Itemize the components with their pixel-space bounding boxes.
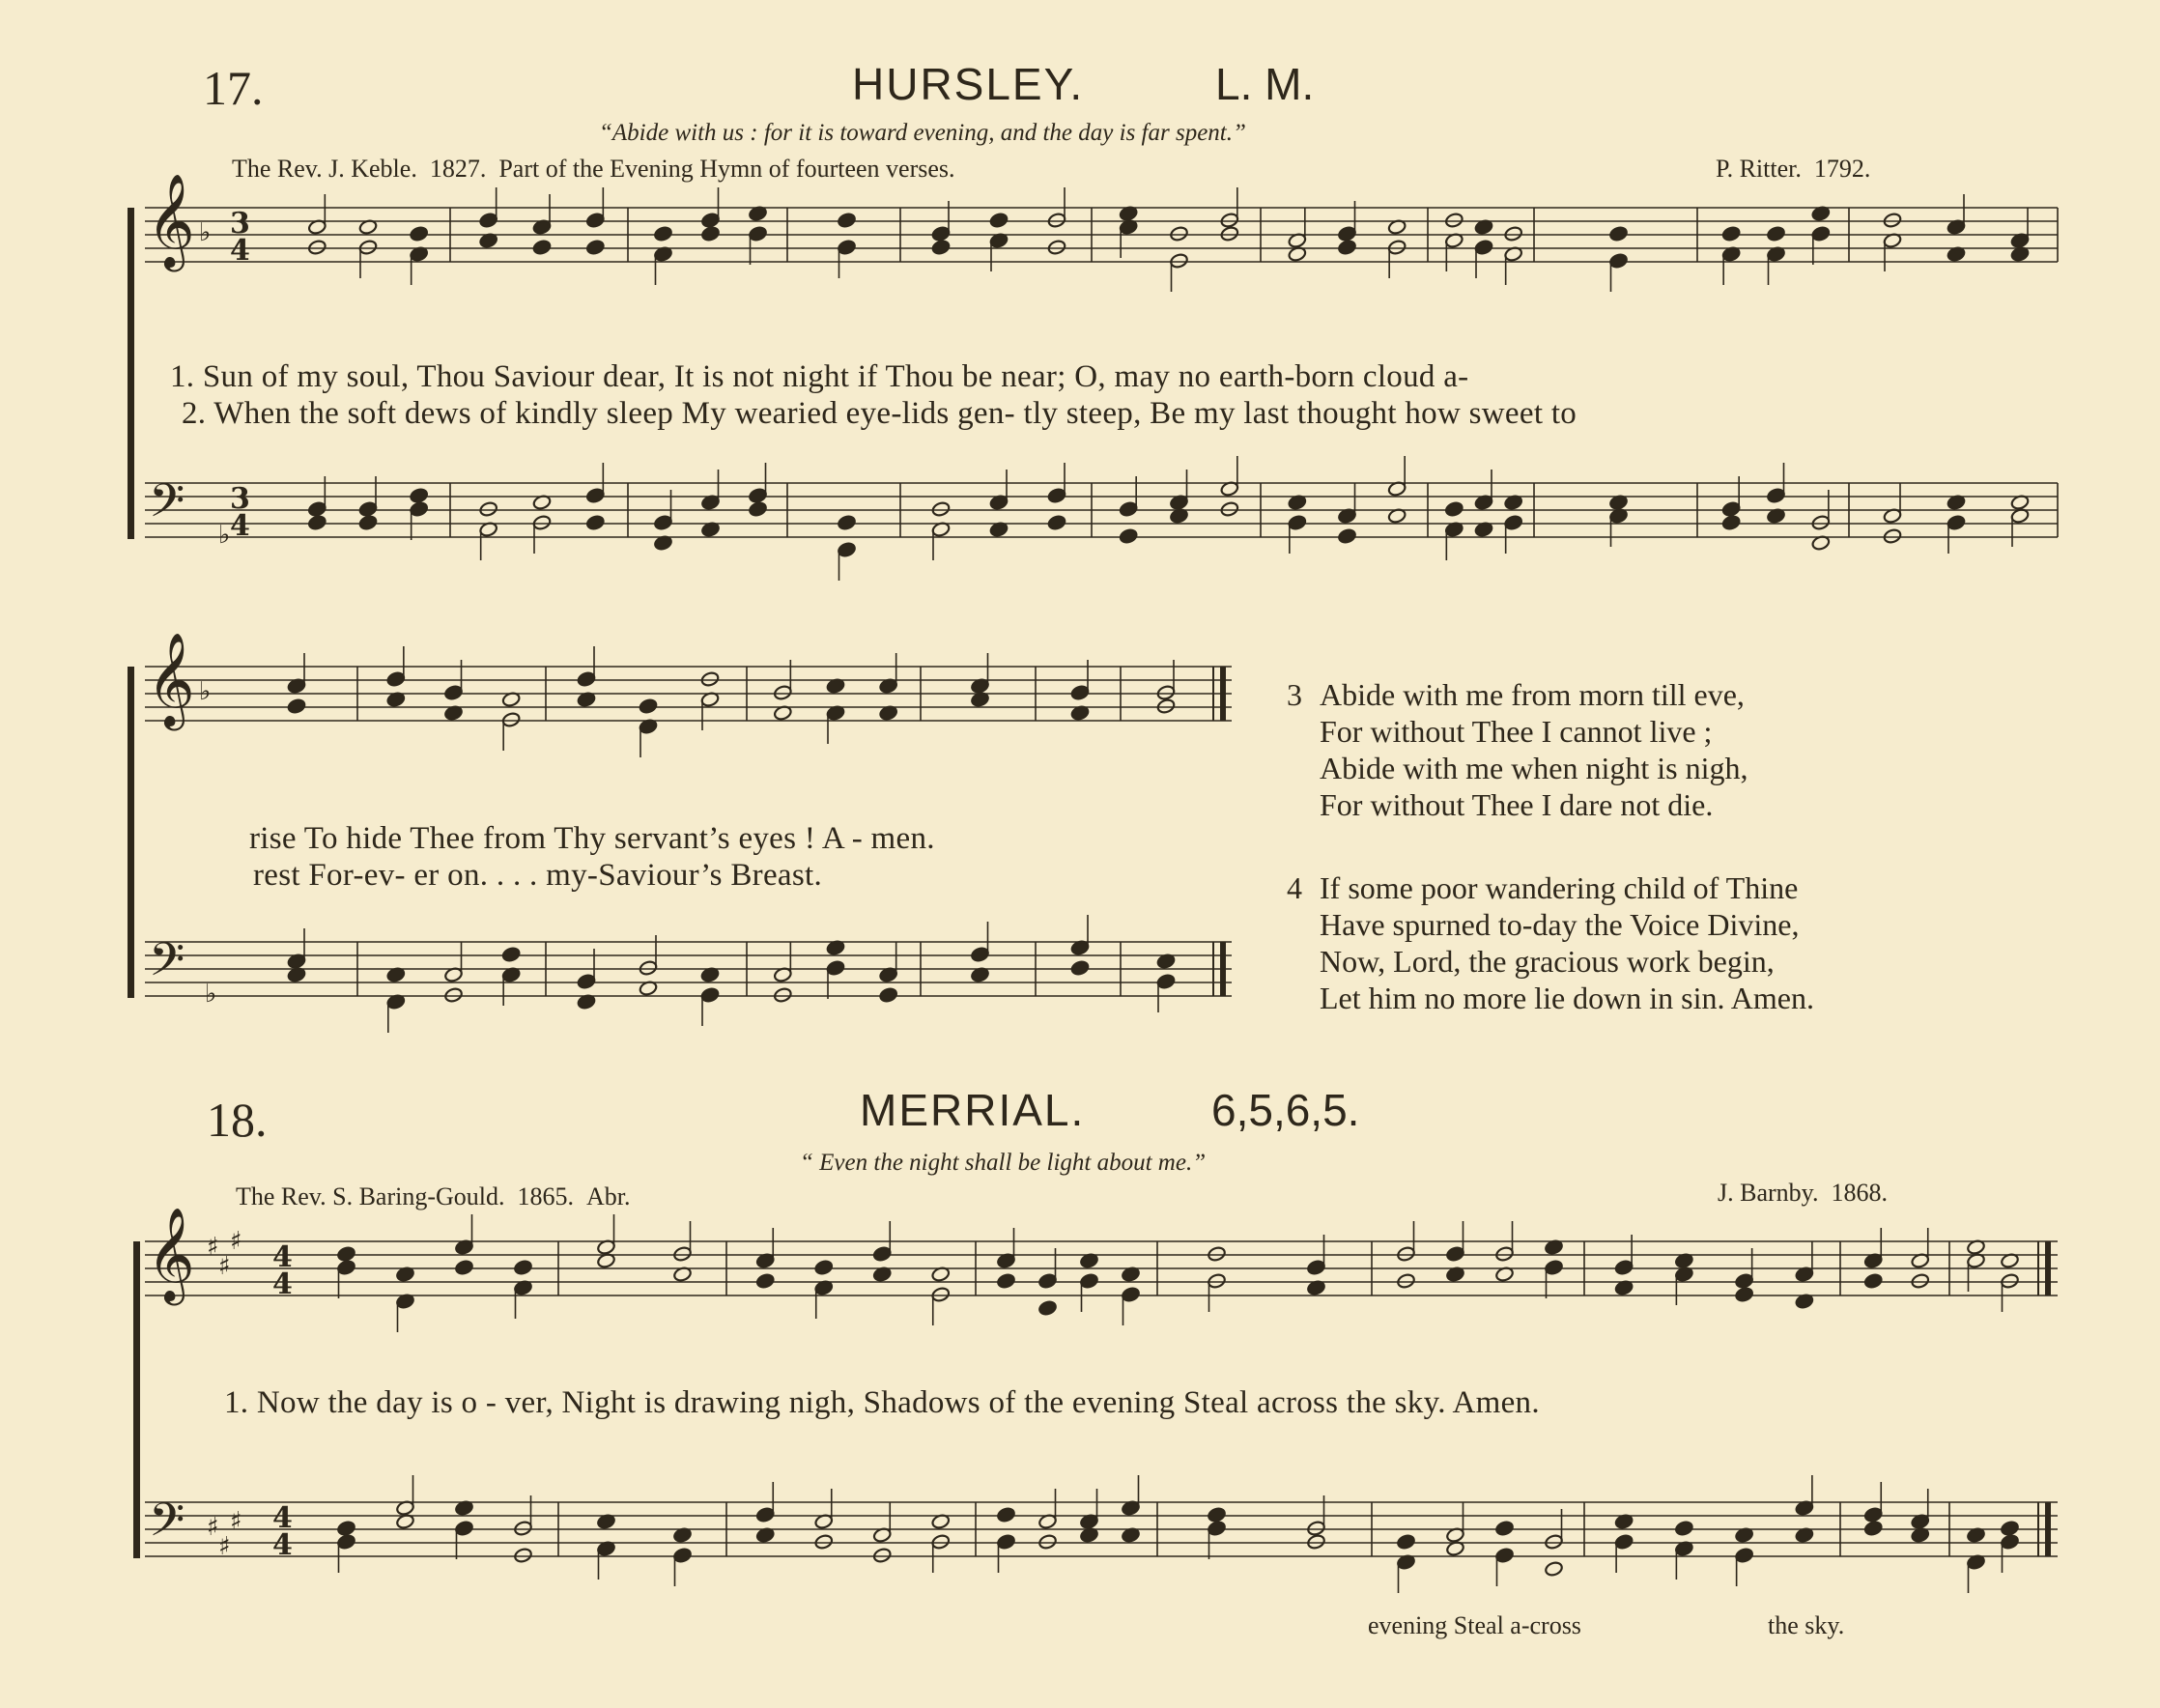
hymn18-treble-notehead xyxy=(1494,1245,1514,1262)
verse-line: Have spurned to-day the Voice Divine, xyxy=(1320,907,1800,942)
hymn17-s1-bass-notehead xyxy=(1721,500,1741,517)
hymn18-treble-notehead xyxy=(1614,1259,1634,1275)
composer-name: P. Ritter. xyxy=(1716,155,1802,183)
hymn17-s1-treble-notehead xyxy=(1474,239,1493,255)
hymn17-s1-treble-notehead xyxy=(1169,225,1188,242)
hymn18-bass-notehead xyxy=(1494,1520,1514,1536)
hymn17-s1-treble-notehead xyxy=(410,225,429,242)
hymn18-bass-notehead xyxy=(1306,1520,1325,1536)
hymn17-s1-treble-notehead xyxy=(989,212,1009,228)
hymn18-treble-key-accidental: ♯ xyxy=(218,1252,231,1281)
hymn18-bass-notehead xyxy=(755,1506,775,1523)
hymn17-s1-treble-notehead xyxy=(1169,252,1188,269)
hymn18-bass-notehead xyxy=(996,1506,1015,1523)
hymn17-s1-bass-notehead xyxy=(1119,527,1138,544)
hymn17-s1-bass-notehead xyxy=(410,500,429,517)
hymn17-s1-bass-notehead xyxy=(585,487,605,503)
hymn17-s1-bass-notehead xyxy=(1947,514,1966,530)
hymn17-s2-treble-notehead xyxy=(386,670,406,687)
hymn18-bass-notehead xyxy=(872,1547,892,1563)
hymn17-system2-brace xyxy=(128,667,134,998)
hymn17-s1-treble-notehead xyxy=(837,239,856,255)
hymn17-s1-bass-notehead xyxy=(1811,514,1831,530)
hymn18-treble-notehead xyxy=(1037,1272,1057,1289)
hymn18-bass-notehead xyxy=(1863,1506,1883,1523)
hymn17-s2-treble-clef-icon: 𝄞 xyxy=(147,632,195,726)
hymn18-system-brace xyxy=(133,1241,140,1558)
verse-line: For without Thee I dare not die. xyxy=(1320,787,1714,822)
hymn18-bass-notehead xyxy=(1306,1533,1325,1550)
hymn17-s1-bass-notehead xyxy=(479,500,498,517)
hymn18-treble-notehead xyxy=(931,1286,951,1302)
hymn17-s2-bass-notehead xyxy=(577,973,596,989)
hymn18-treble-notehead xyxy=(1079,1272,1098,1289)
hymn18-treble-notehead xyxy=(1911,1272,1930,1289)
hymn17-s2-treble-final-thick xyxy=(1220,667,1226,721)
hymn18-bass-notehead xyxy=(672,1547,692,1563)
hymn17-s1-treble-notehead xyxy=(1337,239,1356,255)
hymn17-s2-treble-notehead xyxy=(443,684,463,700)
hymn17-s1-treble-notehead xyxy=(1387,239,1407,255)
hymn18-treble-notehead xyxy=(1445,1245,1464,1262)
hymn18-treble-notehead xyxy=(1207,1272,1226,1289)
verse-line: For without Thee I cannot live ; xyxy=(1320,714,1713,749)
hymn18-bass-notehead xyxy=(1544,1560,1563,1577)
hymn17-s2-bass-notehead xyxy=(443,986,463,1003)
hymn18-treble-time-denominator: 4 xyxy=(272,1267,293,1301)
hymn18-bass-final-thick xyxy=(2045,1502,2051,1556)
verse-line: If some poor wandering child of Thine xyxy=(1320,870,1799,905)
hymn18-bass-notehead xyxy=(1674,1520,1693,1536)
hymn17-s1-treble-notehead xyxy=(700,212,720,228)
hymn17-s2-bass-notehead xyxy=(700,986,720,1003)
hymn18-treble-notehead xyxy=(1735,1286,1754,1302)
hymn17-s1-bass-notehead xyxy=(653,514,672,530)
hymn18-bass-key-accidental: ♯ xyxy=(218,1532,231,1561)
hymn17-s1-bass-notehead xyxy=(1288,514,1307,530)
hymn17-s1-bass-notehead xyxy=(410,487,429,503)
hymn17-s1-bass-notehead xyxy=(532,514,552,530)
composer-year: 1792. xyxy=(1813,155,1871,183)
hymn17-s2-treble-notehead xyxy=(773,684,792,700)
author-year: 1865. xyxy=(517,1182,574,1210)
hymn17-s1-bass-notehead xyxy=(585,514,605,530)
hymn17-s1-bass-key-accidental: ♭ xyxy=(218,521,231,550)
hymn17-s1-treble-notehead xyxy=(585,239,605,255)
hymn17-s1-bass-notehead xyxy=(307,514,327,530)
hymn17-s1-treble-notehead xyxy=(307,239,327,255)
hymn17-s2-treble-notehead xyxy=(1156,697,1176,714)
hymn17-s1-treble-notehead xyxy=(1504,225,1523,242)
hymn18-bass-notehead xyxy=(513,1520,532,1536)
hymn18-treble-clef-icon: 𝄞 xyxy=(147,1207,195,1301)
verse-line: Now, Lord, the gracious work begin, xyxy=(1320,944,1775,979)
hymn17-s2-bass-notehead xyxy=(826,959,845,976)
hymn-17-lyric-line-4: rest For-ev- er on. . . . my-Saviour’s Breast. xyxy=(253,858,822,893)
hymn18-bass-notehead xyxy=(513,1547,532,1563)
hymn18-bass-notehead xyxy=(1863,1520,1883,1536)
hymn-17-epigraph: “Abide with us : for it is toward evening, and the day is far spent.” xyxy=(599,120,1246,146)
hymn-17-lyric-line-2: 2. When the soft dews of kindly sleep My wearied eye-lids gen- tly steep, Be my last thought how sweet to xyxy=(182,396,1577,431)
hymn-18-meter: 6,5,6,5. xyxy=(1211,1085,1360,1135)
author-name: The Rev. J. Keble. xyxy=(232,155,417,183)
author-year: 1827. xyxy=(429,155,487,183)
hymn17-s1-treble-notehead xyxy=(585,212,605,228)
hymn18-bass-notehead xyxy=(336,1533,355,1550)
hymn18-treble-notehead xyxy=(454,1259,473,1275)
hymn18-treble-notehead xyxy=(1037,1299,1057,1316)
hymn17-s1-bass-time-denominator: 4 xyxy=(230,509,250,543)
hymn18-bass-notehead xyxy=(996,1533,1015,1550)
hymn18-bass-notehead xyxy=(1614,1533,1634,1550)
hymn17-s1-bass-time-numerator: 3 xyxy=(230,482,250,516)
hymn17-s1-treble-notehead xyxy=(653,225,672,242)
hymn17-s1-bass-notehead xyxy=(837,541,856,557)
hymn17-s2-bass-notehead xyxy=(879,986,898,1003)
hymn-18-bass-lyric-2: the sky. xyxy=(1768,1611,1845,1639)
hymn17-s1-treble-notehead xyxy=(1220,225,1239,242)
hymn17-s2-bass-notehead xyxy=(970,946,989,962)
hymn17-s2-treble-notehead xyxy=(1156,684,1176,700)
hymn17-s1-treble-time-denominator: 4 xyxy=(230,234,250,268)
hymn17-s1-treble-notehead xyxy=(1220,212,1239,228)
hymn17-s1-bass-notehead xyxy=(1047,514,1066,530)
hymn-17-number: 17. xyxy=(203,61,264,115)
hymn17-s1-treble-notehead xyxy=(1811,225,1831,242)
hymn17-s2-bass-notehead xyxy=(773,986,792,1003)
hymn18-treble-key-accidental: ♯ xyxy=(207,1233,219,1262)
hymn-18-bass-lyric-1: evening Steal a-cross xyxy=(1368,1611,1581,1639)
hymn17-s1-bass-notehead xyxy=(748,500,767,517)
hymn18-bass-notehead xyxy=(1396,1533,1415,1550)
hymn17-s1-bass-notehead xyxy=(1119,500,1138,517)
hymn18-treble-final-thick xyxy=(2045,1241,2051,1295)
hymn17-s1-treble-notehead xyxy=(1608,225,1628,242)
hymn-note: Part of the Evening Hymn of fourteen verses. xyxy=(498,155,955,183)
hymn17-s1-bass-notehead xyxy=(1444,500,1464,517)
hymn17-s1-bass-notehead xyxy=(837,514,856,530)
verse-line: Abide with me when night is nigh, xyxy=(1320,751,1748,785)
verse-4-number: 4 xyxy=(1287,870,1302,905)
hymn17-s1-treble-time-numerator: 3 xyxy=(230,207,250,241)
hymn17-s2-treble-key-accidental: ♭ xyxy=(199,677,212,706)
hymn18-bass-notehead xyxy=(1037,1533,1057,1550)
hymn17-s2-bass-notehead xyxy=(1070,959,1090,976)
hymn18-treble-notehead xyxy=(672,1245,692,1262)
hymn18-bass-clef-icon: 𝄢 xyxy=(149,1493,185,1558)
hymn17-s1-treble-notehead xyxy=(1721,225,1741,242)
hymn18-treble-notehead xyxy=(872,1245,892,1262)
composer-year: 1868. xyxy=(1831,1179,1888,1207)
hymn18-bass-notehead xyxy=(336,1520,355,1536)
hymn-17-lyric-line-3: rise To hide Thee from Thy servant’s eyes ! A - men. xyxy=(249,821,935,856)
hymn18-treble-notehead xyxy=(336,1245,355,1262)
hymn18-bass-notehead xyxy=(1207,1520,1226,1536)
hymn18-treble-notehead xyxy=(1306,1259,1325,1275)
hymn17-s2-treble-notehead xyxy=(287,697,306,714)
hymn-18-number: 18. xyxy=(207,1093,268,1147)
hymn17-s2-treble-notehead xyxy=(639,697,658,714)
hymn18-bass-notehead xyxy=(2000,1520,2019,1536)
hymn18-treble-notehead xyxy=(1396,1272,1415,1289)
hymn17-s1-treble-notehead xyxy=(358,239,378,255)
author-name: The Rev. S. Baring-Gould. xyxy=(236,1182,505,1210)
hymn17-s1-bass-notehead xyxy=(1220,500,1239,517)
hymn17-s1-bass-notehead xyxy=(748,487,767,503)
hymn18-treble-notehead xyxy=(1121,1286,1140,1302)
hymn17-s1-treble-notehead xyxy=(1337,225,1356,242)
hymn17-s1-treble-notehead xyxy=(1444,212,1464,228)
hymn17-s2-bass-final-thick xyxy=(1220,942,1226,996)
hymn18-bass-notehead xyxy=(1207,1506,1226,1523)
hymn17-s1-treble-notehead xyxy=(748,225,767,242)
hymn18-bass-time-numerator: 4 xyxy=(272,1501,293,1535)
hymn-18-lyric-line-1: 1. Now the day is o - ver, Night is drawing nigh, Shadows of the evening Steal across the sky. Amen. xyxy=(224,1385,1540,1420)
hymn18-treble-notehead xyxy=(513,1259,532,1275)
hymn18-bass-notehead xyxy=(1544,1533,1563,1550)
hymn17-s1-treble-key-accidental: ♭ xyxy=(199,218,212,247)
hymn17-s1-bass-notehead xyxy=(931,500,951,517)
hymn17-s1-bass-notehead xyxy=(1504,514,1523,530)
verse-line: Let him no more lie down in sin. Amen. xyxy=(1320,981,1814,1015)
hymn-note: Abr. xyxy=(586,1182,631,1210)
hymn17-s2-bass-notehead xyxy=(501,946,521,962)
hymn-18-epigraph: “ Even the night shall be light about me.” xyxy=(800,1150,1207,1176)
hymn17-s2-bass-key-accidental: ♭ xyxy=(205,980,217,1009)
hymn17-s1-bass-clef-icon: 𝄢 xyxy=(149,473,185,539)
hymn17-s1-treble-notehead xyxy=(837,212,856,228)
composer-name: J. Barnby. xyxy=(1718,1179,1819,1207)
hymn17-s1-treble-notehead xyxy=(479,212,498,228)
hymn18-treble-key-accidental: ♯ xyxy=(230,1227,242,1256)
hymn18-treble-notehead xyxy=(814,1259,834,1275)
hymn17-s1-bass-notehead xyxy=(1883,527,1902,544)
verse-3-number: 3 xyxy=(1287,677,1302,712)
hymn18-bass-notehead xyxy=(1735,1547,1754,1563)
hymn17-s1-treble-notehead xyxy=(931,225,951,242)
hymn17-s1-bass-notehead xyxy=(1047,487,1066,503)
hymn18-bass-notehead xyxy=(1494,1547,1514,1563)
hymn18-treble-notehead xyxy=(1207,1245,1226,1262)
hymn17-s2-treble-notehead xyxy=(501,711,521,727)
hymn-17-lyric-line-1: 1. Sun of my soul, Thou Saviour dear, It is not night if Thou be near; O, may no earth-born cloud a- xyxy=(170,359,1469,394)
hymn17-s2-treble-notehead xyxy=(1070,684,1090,700)
hymn17-s1-treble-notehead xyxy=(1608,252,1628,269)
hymn18-bass-notehead xyxy=(931,1533,951,1550)
hymn18-treble-notehead xyxy=(996,1272,1015,1289)
hymn18-bass-notehead xyxy=(454,1520,473,1536)
hymn17-s1-treble-notehead xyxy=(1766,225,1785,242)
hymn18-treble-notehead xyxy=(755,1272,775,1289)
hymn17-s1-bass-notehead xyxy=(358,514,378,530)
hymn18-treble-notehead xyxy=(1396,1245,1415,1262)
hymn17-s1-bass-notehead xyxy=(1766,487,1785,503)
hymn17-s2-bass-clef-icon: 𝄢 xyxy=(149,932,185,998)
verse-line: Abide with me from morn till eve, xyxy=(1320,677,1745,712)
hymn17-s1-treble-notehead xyxy=(700,225,720,242)
hymn18-bass-time-denominator: 4 xyxy=(272,1528,293,1562)
hymn17-s2-treble-notehead xyxy=(700,670,720,687)
hymn17-s1-bass-notehead xyxy=(307,500,327,517)
hymn18-bass-notehead xyxy=(814,1533,834,1550)
hymn-17-meter: L. M. xyxy=(1215,59,1315,109)
hymn18-bass-key-accidental: ♯ xyxy=(230,1507,242,1536)
hymn17-s2-treble-notehead xyxy=(577,670,596,687)
hymn17-s1-bass-notehead xyxy=(1721,514,1741,530)
hymn18-bass-key-accidental: ♯ xyxy=(207,1513,219,1542)
hymn18-treble-notehead xyxy=(336,1259,355,1275)
hymn18-treble-notehead xyxy=(2000,1272,2019,1289)
hymn17-s2-bass-notehead xyxy=(639,959,658,976)
hymn18-treble-notehead xyxy=(1544,1259,1563,1275)
hymn17-s1-treble-clef-icon: 𝄞 xyxy=(147,173,195,268)
hymn18-treble-notehead xyxy=(1863,1272,1883,1289)
hymn17-s1-bass-notehead xyxy=(1337,527,1356,544)
hymn18-treble-time-numerator: 4 xyxy=(272,1240,293,1274)
hymn17-s2-bass-notehead xyxy=(1156,973,1176,989)
hymn18-treble-notehead xyxy=(1735,1272,1754,1289)
hymn17-s1-treble-notehead xyxy=(1047,239,1066,255)
hymn17-s1-treble-notehead xyxy=(532,239,552,255)
hymn17-s1-bass-notehead xyxy=(358,500,378,517)
hymn17-s1-treble-notehead xyxy=(1883,212,1902,228)
hymn18-bass-notehead xyxy=(2000,1533,2019,1550)
hymn17-s1-treble-notehead xyxy=(931,239,951,255)
hymn17-system1-brace xyxy=(128,208,134,539)
hymn-18-title: MERRIAL. xyxy=(860,1085,1086,1135)
hymn-17-title: HURSLEY. xyxy=(852,59,1085,109)
hymn17-s1-treble-notehead xyxy=(1047,212,1066,228)
